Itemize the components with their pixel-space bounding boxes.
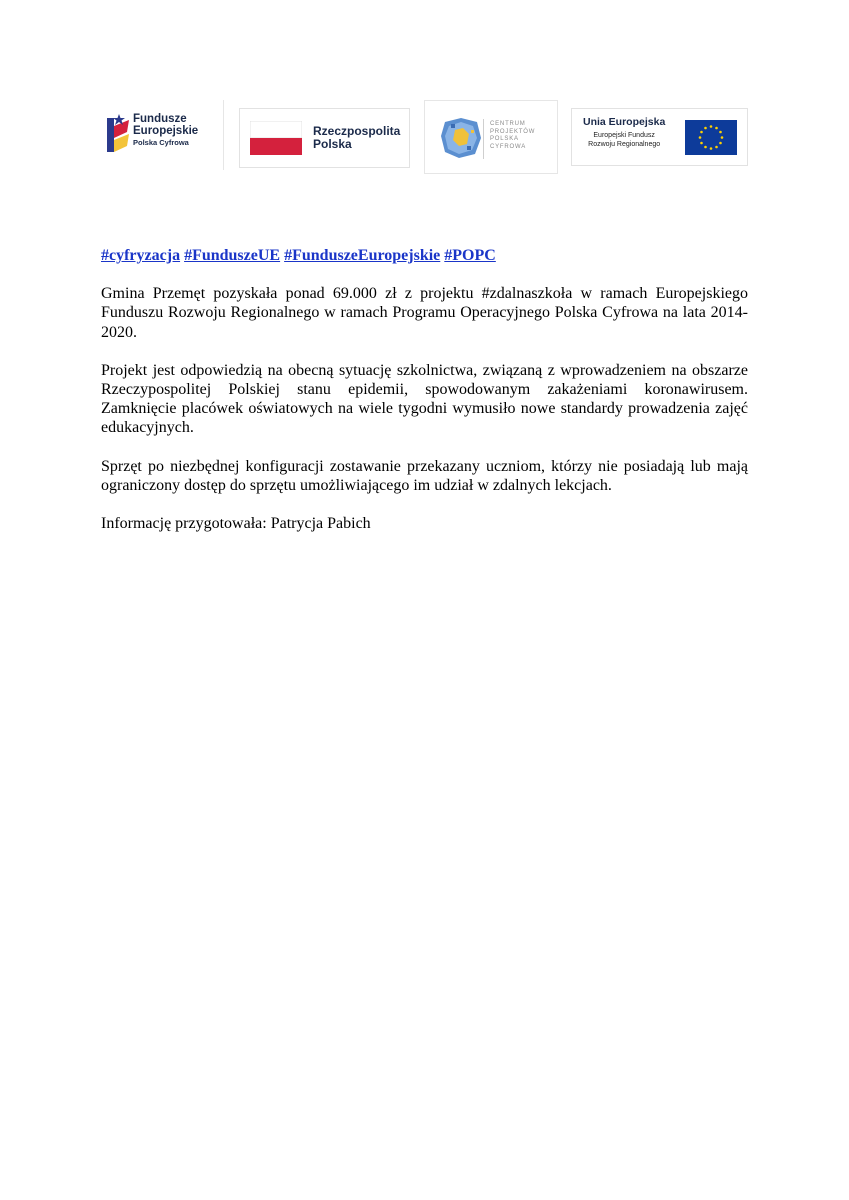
centrum-line4: CYFROWA [490, 143, 527, 150]
unia-logo-text [583, 117, 665, 149]
rzeczpospolita-line1: Rzeczpospolita [313, 124, 401, 138]
hashtag-popc-link[interactable]: #POPC [444, 247, 496, 264]
paragraph-project: Projekt jest odpowiedzią na obecną sytuację szkolnictwa, związaną z wprowadzeniem na obszarze Rzeczypospolitej Polskiej stanu epidemii, spowodowanym zakażeniami koronawirusem. Zamknięcie placówek oświatowych na wiele tygodni wymusiło nowe standardy prowadzenia zajęć edukacyjnych. [101, 361, 748, 437]
fundusze-line2: Europejskie [133, 125, 199, 138]
unia-sub1: Europejski Fundusz [593, 132, 655, 140]
centrum-line2: PROJEKTÓW [490, 128, 536, 135]
centrum-line1: CENTRUM [490, 121, 526, 127]
hashtag-cyfryzacja-link[interactable]: #cyfryzacja [101, 247, 181, 264]
unia-title: Unia Europejska [583, 116, 666, 128]
fundusze-logo-text [133, 113, 198, 147]
paragraph-equipment: Sprzęt po niezbędnej konfiguracji zostawanie przekazany uczniom, którzy nie posiadają lub mają ograniczony dostęp do sprzętu umożliwiającego im udział w zdalnych lekcjach. [101, 457, 748, 494]
centrum-logo-text [490, 121, 535, 151]
paragraph-author: Informację przygotowała: Patrycja Pabich [101, 515, 371, 533]
hashtag-funduszeeuropejskie-link[interactable]: #FunduszeEuropejskie [284, 247, 441, 264]
centrum-projektow-logo [424, 100, 558, 174]
article-content [101, 246, 748, 552]
hashtag-funduszeue-link[interactable]: #FunduszeUE [184, 247, 281, 264]
centrum-map-emblem-icon [439, 116, 483, 160]
rzeczpospolita-logo-text [313, 125, 400, 150]
unia-europejska-logo [571, 108, 748, 166]
hashtag-links [101, 246, 748, 265]
paragraph-funding: Gmina Przemęt pozyskała ponad 69.000 zł z projektu #zdalnaszkoła w ramach Europejskiego Funduszu Rozwoju Regionalnego w ramach Programu Operacyjnego Polska Cyfrowa na lata 2014-2020. [101, 285, 748, 341]
fundusze-line1: Fundusze [133, 113, 187, 125]
unia-sub-block [583, 131, 665, 149]
fundusze-europejskie-logo [100, 100, 224, 170]
fundusze-sub: Polska Cyfrowa [133, 138, 189, 148]
centrum-line3: POLSKA [490, 136, 519, 142]
rzeczpospolita-polska-logo [239, 108, 410, 168]
polish-flag-icon [250, 121, 302, 155]
unia-sub2: Rozwoju Regionalnego [588, 141, 661, 149]
eu-flag-icon [685, 120, 737, 155]
centrum-divider [483, 119, 484, 159]
fundusze-europejskie-emblem-icon [107, 112, 133, 158]
rzeczpospolita-line2: Polska [313, 136, 352, 151]
logo-bar [100, 100, 748, 176]
